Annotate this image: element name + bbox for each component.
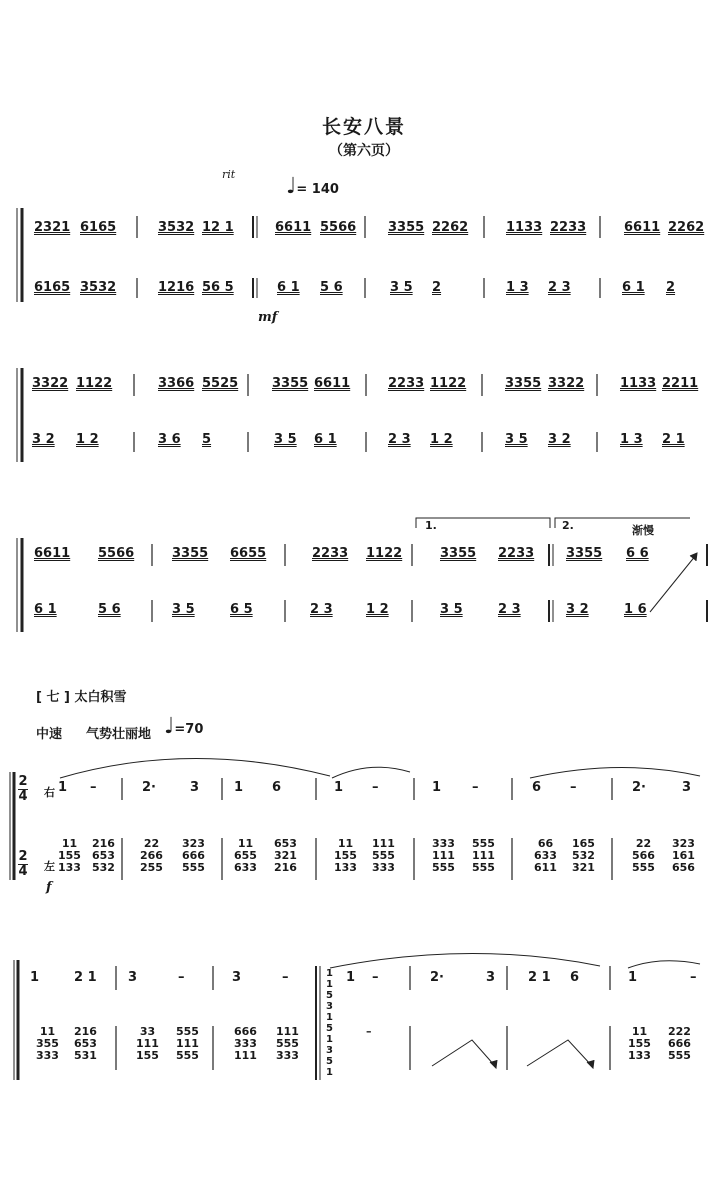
note-group: 6611 [34,546,71,561]
note: – [372,780,379,795]
note-group: 1 3 [506,280,529,295]
note-group: 1 2 [76,432,99,447]
note: – [178,970,185,985]
mood-marking: 气势壮丽地 [86,727,152,742]
note: 1 [432,780,442,795]
chord: 66 633 611 [534,837,557,874]
note-group: 3355 [440,546,477,561]
note-group: 3 2 [548,432,571,447]
chord: 11 155 133 [628,1025,651,1062]
chord: – [366,1025,372,1038]
note-group: 2 [432,280,442,295]
quarter-note-icon: ♩ [286,174,297,199]
note: 3 [486,970,496,985]
note-group: 1 3 [620,432,643,447]
note: – [372,970,379,985]
chord: 216 653 532 [92,837,115,874]
note: – [472,780,479,795]
note-group: 5566 [320,220,357,235]
note-group: 2 3 [548,280,571,295]
note-group: 2262 [432,220,469,235]
note-group: 2233 [388,376,425,391]
note-group: 5 6 [98,602,121,617]
note-group: 5 6 [320,280,343,295]
note-group: 2211 [662,376,699,391]
note-group: 6165 [80,220,117,235]
note-group: 12 1 [202,220,234,235]
chord: 222 666 555 [668,1025,691,1062]
note: 2· [632,780,646,795]
chord: 323 666 555 [182,837,205,874]
note-group: 2 3 [388,432,411,447]
note: 2· [142,780,156,795]
note-group: 5566 [98,546,135,561]
chord: 165 532 321 [572,837,595,874]
gradual-slow-marking: 渐慢 [632,524,654,537]
section-heading: [ 七 ] 太白积雪 [36,690,127,705]
chord: 666 333 111 [234,1025,257,1062]
volta-2-label: 2. [562,519,574,532]
chord: 11 355 333 [36,1025,59,1062]
note-group: 6 1 [622,280,645,295]
speed-marking: 中速 [36,727,63,742]
note-group: 3 6 [158,432,181,447]
note: 3 [190,780,200,795]
note-group: 2233 [498,546,535,561]
note-group: 2 [666,280,676,295]
chord: 333 111 555 [432,837,455,874]
note-group: 3 2 [32,432,55,447]
rit-marking: rit [222,168,236,181]
note-group: 1 2 [430,432,453,447]
note: 2· [430,970,444,985]
note-group: 6 6 [626,546,649,561]
note-group: 3 5 [172,602,195,617]
note-group: 3 5 [390,280,413,295]
note-group: 3532 [158,220,195,235]
note: 1 [346,970,356,985]
note: 6 [570,970,580,985]
chord: 33 111 155 [136,1025,159,1062]
note-group: 2 1 [662,432,685,447]
right-hand-mark: 右 [44,786,55,799]
note-group: 6165 [34,280,71,295]
note-group: 3 5 [274,432,297,447]
note: – [570,780,577,795]
tempo-marking-2: ♩=70 [164,714,204,739]
note-group: 6611 [624,220,661,235]
chord: 555 111 555 [176,1025,199,1062]
note-group: 3355 [272,376,309,391]
note: 3 [232,970,242,985]
note-group: 2262 [668,220,705,235]
note-group: 3322 [548,376,585,391]
tempo-marking: ♩= 140 [286,174,339,199]
page-subtitle: （第六页） [329,143,399,159]
note: 6 [272,780,282,795]
chord: 216 653 531 [74,1025,97,1062]
chord: 653 321 216 [274,837,297,874]
note-group: 1122 [366,546,403,561]
note-group: 6611 [275,220,312,235]
note-group: 6 1 [277,280,300,295]
note: – [690,970,697,985]
note-group: 1216 [158,280,195,295]
note-group: 3366 [158,376,195,391]
note-group: 3 5 [440,602,463,617]
note-group: 3355 [172,546,209,561]
chord: 22 266 255 [140,837,163,874]
note-group: 3532 [80,280,117,295]
note-group: 56 5 [202,280,234,295]
note: 2 1 [74,970,97,985]
note-group: 3355 [566,546,603,561]
note-group: 5 [202,432,212,447]
forte-marking: f [46,880,52,895]
note-group: 2 3 [498,602,521,617]
note-group: 1122 [76,376,113,391]
time-signature-lower: 2 4 [18,849,28,879]
note-group: 1 6 [624,602,647,617]
note-group: 1 2 [366,602,389,617]
note-group: 6 1 [34,602,57,617]
quarter-note-icon: ♩ [164,714,175,739]
note-group: 2233 [312,546,349,561]
time-signature-upper: 2 4 [18,774,28,804]
chord: 111 555 333 [276,1025,299,1062]
note: 1 [234,780,244,795]
page-title: 长安八景 [321,116,406,138]
note-group: 1133 [506,220,543,235]
volta-1-label: 1. [425,519,437,532]
note-group: 2 3 [310,602,333,617]
chord: 11 155 133 [58,837,81,874]
note: 2 1 [528,970,551,985]
note-group: 3322 [32,376,69,391]
note: 3 [682,780,692,795]
note-group: 3 2 [566,602,589,617]
note-group: 6 5 [230,602,253,617]
note-group: 6655 [230,546,267,561]
chord: 555 111 555 [472,837,495,874]
chord: 11 155 133 [334,837,357,874]
note-group: 3355 [505,376,542,391]
chord: 323 161 656 [672,837,695,874]
note-group: 1133 [620,376,657,391]
note-group: 3 5 [505,432,528,447]
note: 6 [532,780,542,795]
note-group: 2233 [550,220,587,235]
note-group: 1122 [430,376,467,391]
chord: 22 566 555 [632,837,655,874]
note: 1 [334,780,344,795]
note: 1 [30,970,40,985]
note-group: 2321 [34,220,71,235]
note-group: 6611 [314,376,351,391]
note-group: 6 1 [314,432,337,447]
note: 1 [628,970,638,985]
left-hand-mark: 左 [44,860,55,873]
note: 1 [58,780,68,795]
chord: 11 655 633 [234,837,257,874]
mf-marking: mf [258,310,278,325]
note-group: 5525 [202,376,239,391]
note: 3 [128,970,138,985]
arpeggio-column: 1 1 5 3 1 5 1 3 5 1 [326,968,333,1078]
note-group: 3355 [388,220,425,235]
note: – [90,780,97,795]
note: – [282,970,289,985]
chord: 111 555 333 [372,837,395,874]
